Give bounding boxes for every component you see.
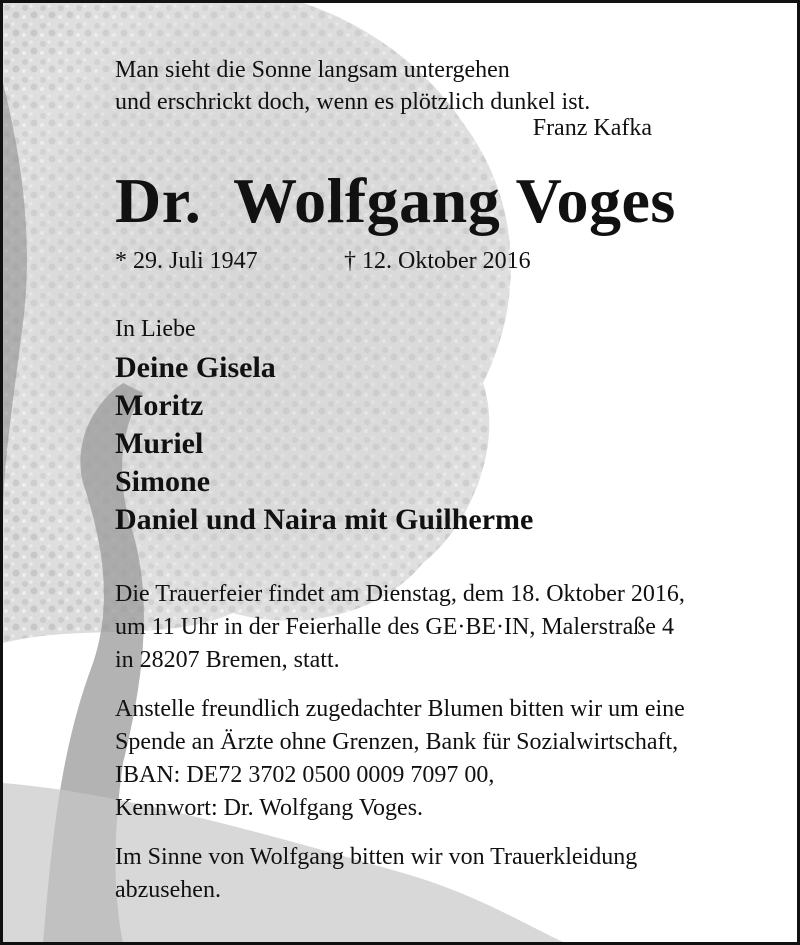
death-date: † 12. Oktober 2016 xyxy=(344,248,531,274)
notice-text xyxy=(3,3,797,942)
mourner-name: Daniel und Naira mit Guilherme xyxy=(115,503,534,536)
donation-line: Spende an Ärzte ohne Grenzen, Bank für Sozialwirtschaft, xyxy=(115,729,679,755)
attire-line: abzusehen. xyxy=(115,877,221,903)
ceremony-line: in 28207 Bremen, statt. xyxy=(115,647,340,673)
quote-line-2: und erschrickt doch, wenn es plötzlich dunkel ist. xyxy=(115,89,591,115)
mourner-name: Muriel xyxy=(115,427,204,460)
ceremony-line: Die Trauerfeier findet am Dienstag, dem 18. Oktober 2016, xyxy=(115,581,685,607)
quote-author: Franz Kafka xyxy=(532,115,652,141)
quote-line-1: Man sieht die Sonne langsam untergehen xyxy=(115,57,510,83)
deceased-name: Dr. Wolfgang Voges xyxy=(115,165,676,236)
donation-line: Anstelle freundlich zugedachter Blumen bitten wir um eine xyxy=(115,696,685,722)
mourners-intro: In Liebe xyxy=(115,316,196,342)
donation-line: IBAN: DE72 3702 0500 0009 7097 00, xyxy=(115,762,495,788)
mourner-name: Moritz xyxy=(115,389,204,422)
attire-line: Im Sinne von Wolfgang bitten wir von Trauerkleidung xyxy=(115,844,638,870)
ceremony-line: um 11 Uhr in der Feierhalle des GE·BE·IN, Malerstraße 4 xyxy=(115,614,674,640)
donation-line: Kennwort: Dr. Wolfgang Voges. xyxy=(115,795,424,821)
birth-date: * 29. Juli 1947 xyxy=(115,248,258,274)
mourner-name: Deine Gisela xyxy=(115,351,276,384)
mourner-name: Simone xyxy=(115,465,211,498)
